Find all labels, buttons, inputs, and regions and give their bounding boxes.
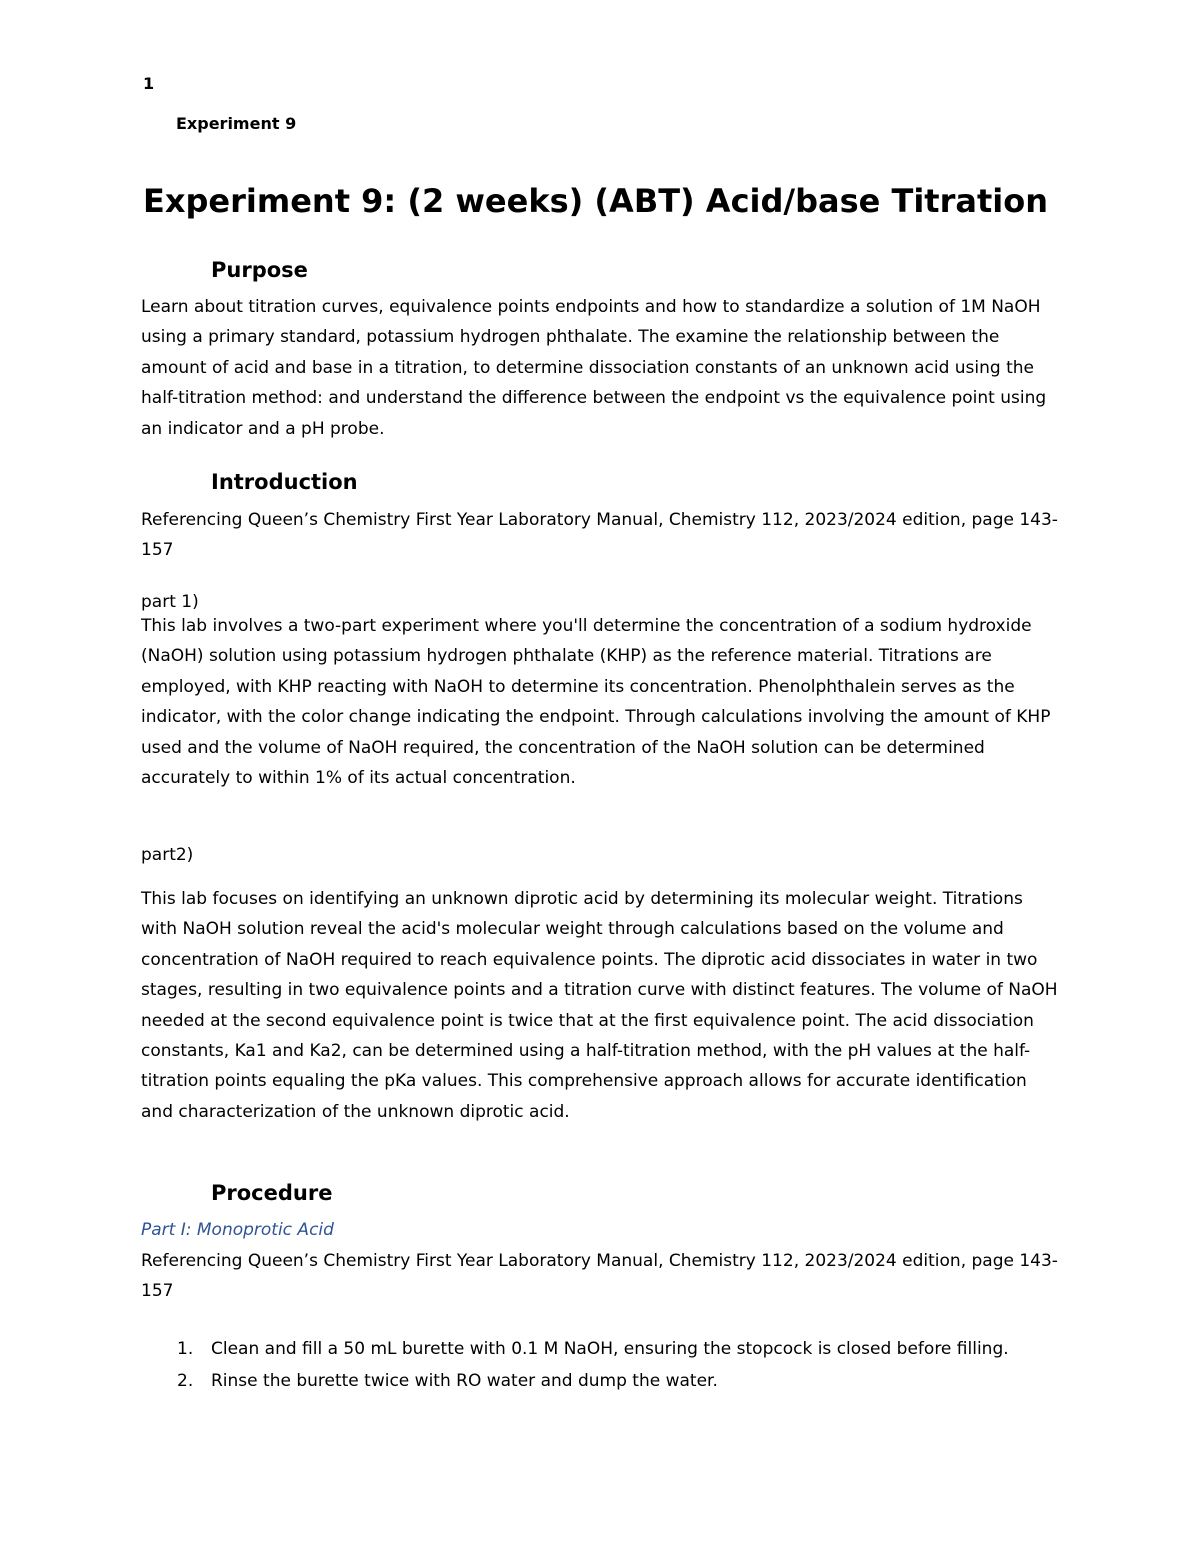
page-number: 1 bbox=[143, 74, 155, 93]
procedure-heading: Procedure bbox=[211, 1181, 333, 1205]
procedure-reference: Referencing Queen’s Chemistry First Year Laboratory Manual, Chemistry 112, 2023/2024 edition, page 143-157 bbox=[141, 1251, 1058, 1302]
part1-paragraph: This lab involves a two-part experiment where you'll determine the concentration of a sodium hydroxide (NaOH) solution using potassium hydrogen phthalate (KHP) as the reference material. Titrations are employed, with KHP reacting with NaOH to determine its concentration. Phenolphthalein serves as the indicator, with the color change indicating the endpoint. Through calculations involving the amount of KHP used and the volume of NaOH required, the concentration of the NaOH solution can be determined accurately to within 1% of its actual concentration. bbox=[141, 616, 1051, 789]
purpose-paragraph: Learn about titration curves, equivalence points endpoints and how to standardize a solution of 1M NaOH using a primary standard, potassium hydrogen phthalate. The examine the relationship between the amount of acid and base in a titration, to determine dissociation constants of an unknown acid using the half-titration method: and understand the difference between the endpoint vs the equivalence point using an indicator and a pH probe. bbox=[141, 297, 1047, 439]
procedure-steps-list bbox=[141, 1334, 1061, 1398]
part2-paragraph: This lab focuses on identifying an unknown diprotic acid by determining its molecular weight. Titrations with NaOH solution reveal the acid's molecular weight through calculations based on the volume and concentration of NaOH required to reach equivalence points. The diprotic acid dissociates in water in two stages, resulting in two equivalence points and a titration curve with distinct features. The volume of NaOH needed at the second equivalence point is twice that at the first equivalence point. The acid dissociation constants, Ka1 and Ka2, can be determined using a half-titration method, with the pH values at the half-titration points equaling the pKa values. This comprehensive approach allows for accurate identification and characterization of the unknown diprotic acid. bbox=[141, 889, 1058, 1122]
step-number: 1. bbox=[177, 1339, 194, 1359]
step-number: 2. bbox=[177, 1371, 194, 1391]
introduction-heading: Introduction bbox=[211, 470, 358, 494]
procedure-step bbox=[141, 1334, 1061, 1366]
step-text: Rinse the burette twice with RO water and dump the water. bbox=[211, 1371, 718, 1391]
part2-label: part2) bbox=[141, 845, 194, 865]
purpose-heading: Purpose bbox=[211, 258, 308, 282]
step-text: Clean and fill a 50 mL burette with 0.1 M NaOH, ensuring the stopcock is closed before filling. bbox=[211, 1339, 1009, 1359]
introduction-reference: Referencing Queen’s Chemistry First Year Laboratory Manual, Chemistry 112, 2023/2024 edition, page 143-157 bbox=[141, 510, 1058, 561]
procedure-step bbox=[141, 1366, 1061, 1398]
running-header: Experiment 9 bbox=[176, 114, 297, 133]
part1-label: part 1) bbox=[141, 592, 199, 612]
part1-monoprotic-subheading: Part I: Monoprotic Acid bbox=[141, 1220, 334, 1240]
document-title: Experiment 9: (2 weeks) (ABT) Acid/base Titration bbox=[143, 182, 1048, 220]
